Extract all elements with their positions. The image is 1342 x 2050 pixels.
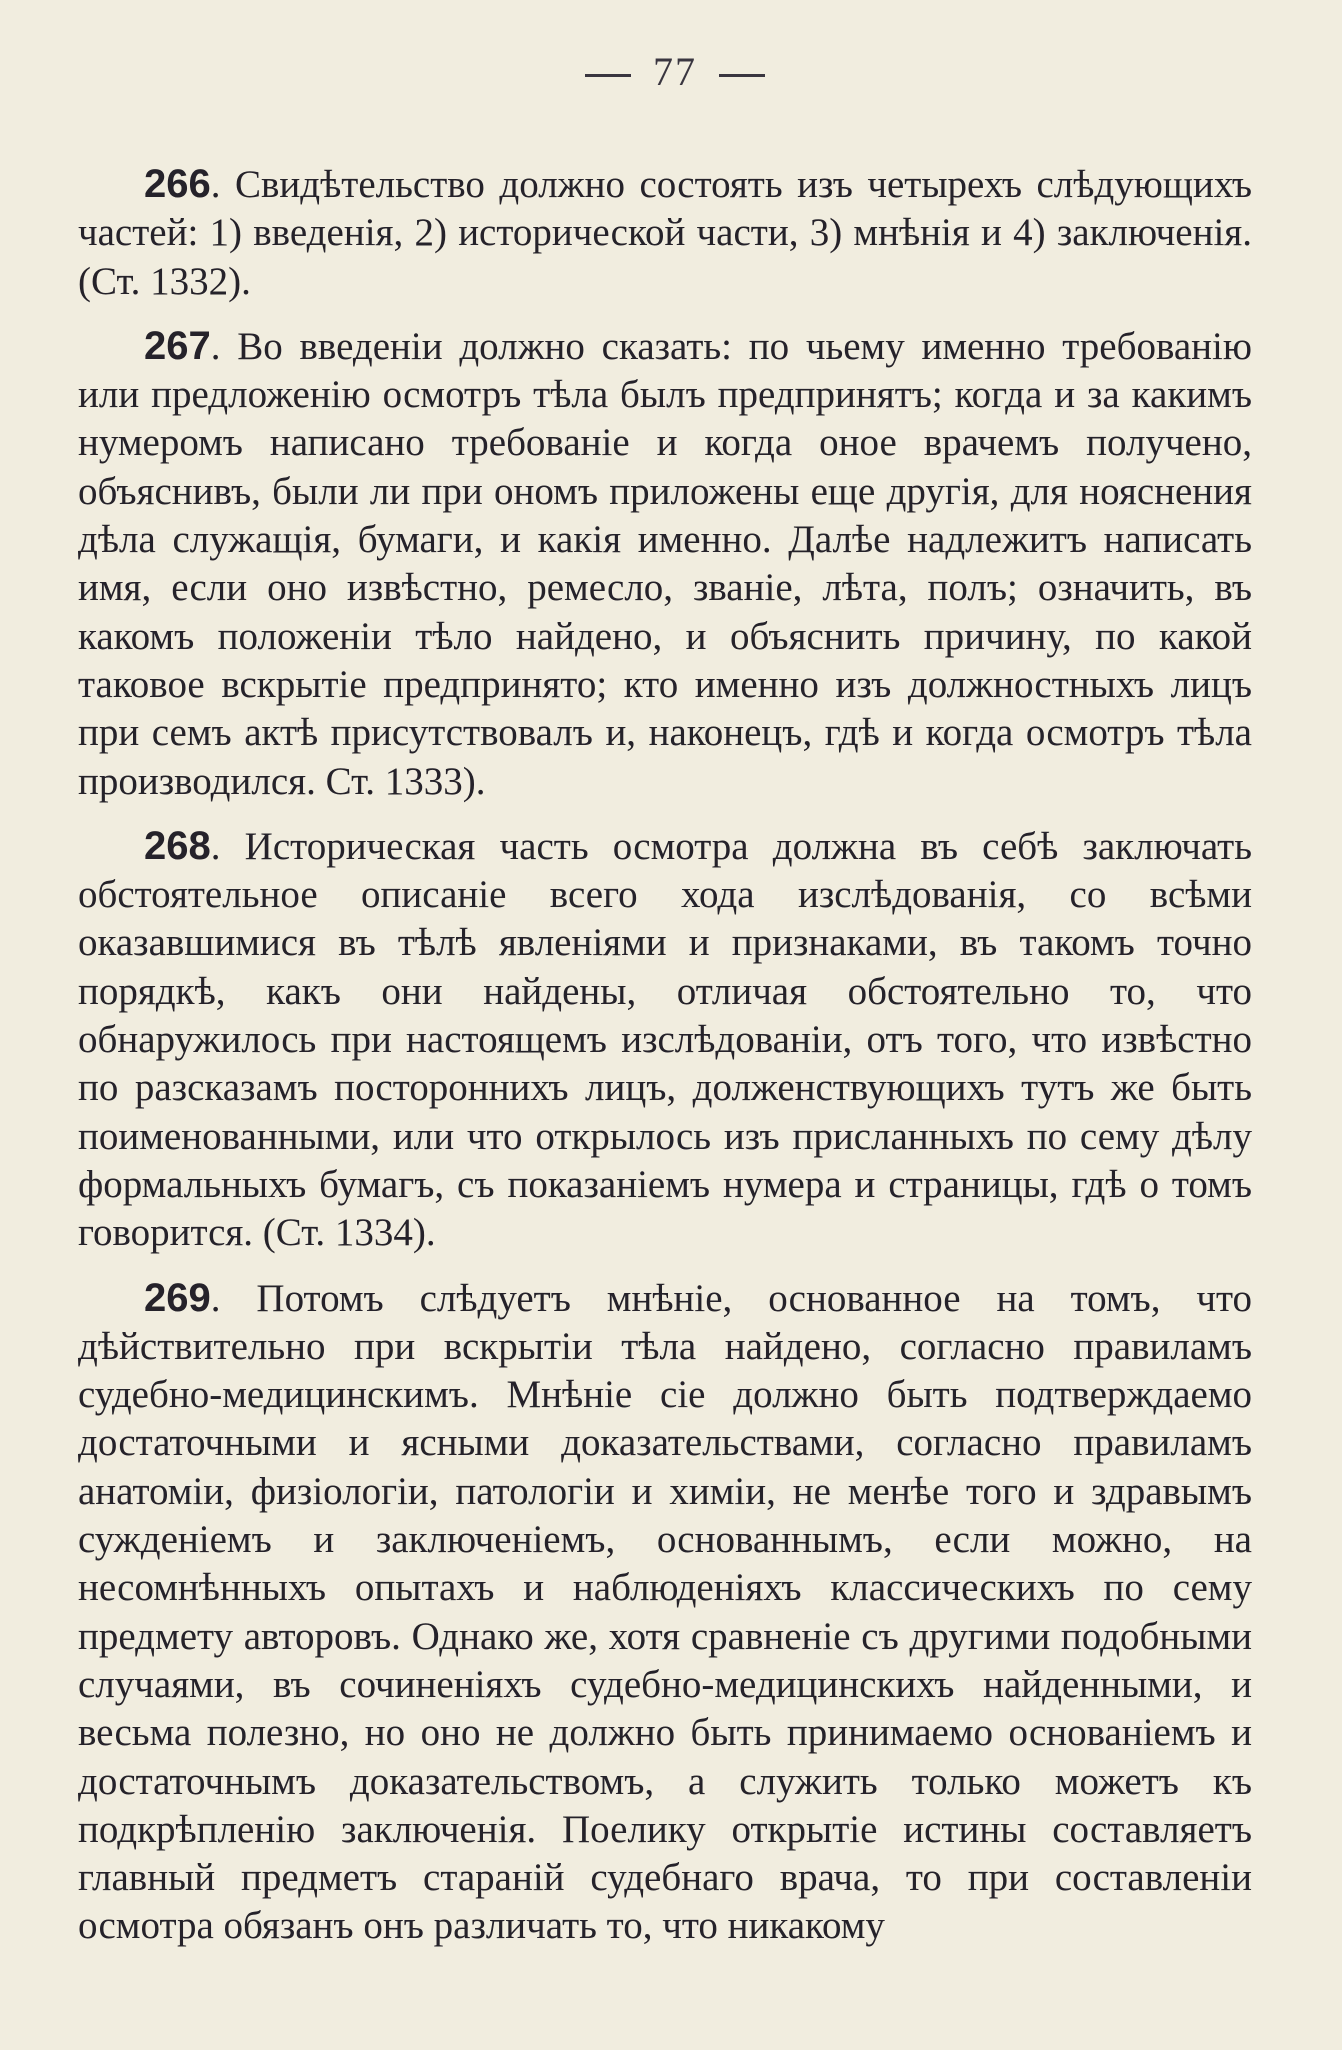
dash-left	[585, 74, 631, 77]
paragraph-text: . Во введеніи должно сказать: по чьему именно требованію или предложенію осмотръ тѣла былъ предпринятъ; когда и за какимъ нумеромъ написано требованіе и когда оное врачемъ получено, объяснивъ, были ли при ономъ приложены еще другія, для нояснения дѣла служащія, бумаги, и какія именно. Далѣе надлежитъ написать имя, если оно извѣстно, ремесло, званіе, лѣта, полъ; означить, въ какомъ положеніи тѣло найдено, и объяснить причину, по какой таковое вскрытіе предпринято; кто именно изъ должностныхъ лицъ при семъ актѣ присутствовалъ и, наконецъ, гдѣ и когда осмотръ тѣла производился. Ст. 1333).	[78, 324, 1252, 803]
paragraph-text: . Свидѣтельство должно состоять изъ четырехъ слѣдующихъ частей: 1) введенія, 2) исторической части, 3) мнѣнія и 4) заключенія. (Ст. 1332).	[78, 163, 1252, 303]
page-number	[98, 46, 1252, 98]
page-number-value: 77	[653, 49, 697, 94]
paragraph-267	[78, 322, 1252, 806]
paragraph-268	[78, 822, 1252, 1258]
article-number: 269	[144, 1275, 211, 1320]
paragraph-text: . Потомъ слѣдуетъ мнѣніе, основанное на томъ, что дѣйствительно при вскрытіи тѣла найдено, согласно правиламъ судебно-медицинскимъ. Мнѣніе сіе должно быть подтверждаемо достаточными и ясными доказательствами, согласно правиламъ анатоміи, физіологіи, патологіи и химіи, не менѣе того и здравымъ сужденіемъ и заключеніемъ, основаннымъ, если можно, на несомнѣнныхъ опытахъ и наблюденіяхъ классическихъ по сему предмету авторовъ. Однако же, хотя сравненіе съ другими подобными случаями, въ сочиненіяхъ судебно-медицинскихъ найденными, и весьма полезно, но оно не должно быть принимаемо основаніемъ и достаточнымъ доказательствомъ, а служить только можетъ къ подкрѣпленію заключенія. Поелику открытіе истины составляетъ главный предметъ стараній судебнаго врача, то при составленіи осмотра обязанъ онъ различать то, что никакому	[78, 1276, 1252, 1948]
article-number: 268	[144, 823, 211, 868]
article-number: 266	[144, 162, 211, 206]
article-number: 267	[144, 323, 211, 368]
paragraph-text: . Историческая часть осмотра должна въ себѣ заключать обстоятельное описаніе всего хода изслѣдованія, со всѣми оказавшимися въ тѣлѣ явленіями и признаками, въ такомъ точно порядкѣ, какъ они найдены, отличая обстоятельно то, что обнаружилось при настоящемъ изслѣдованіи, отъ того, что извѣстно по разсказамъ постороннихъ лицъ, долженствующихъ тутъ же быть поименованными, или что открылось изъ присланныхъ по сему дѣлу формальныхъ бумагъ, съ показаніемъ нумера и страницы, гдѣ о томъ говорится. (Ст. 1334).	[78, 824, 1252, 1255]
paragraph-266	[78, 160, 1252, 306]
paragraph-269	[78, 1274, 1252, 1951]
article-body	[78, 160, 1252, 1951]
dash-right	[719, 74, 765, 77]
